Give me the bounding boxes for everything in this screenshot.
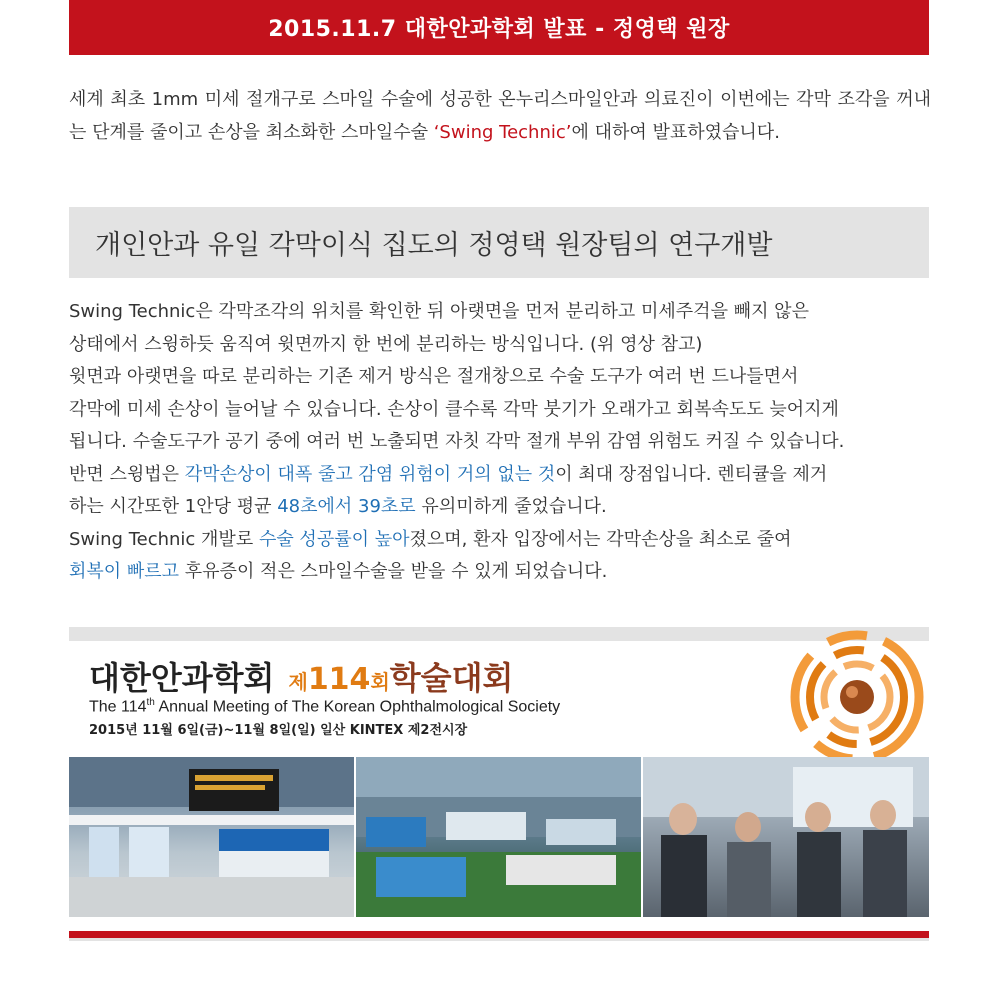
body-highlight: 48초에서 39초로 [277, 496, 416, 517]
conference-session-number [288, 662, 389, 697]
conference-logo-icon [787, 621, 927, 761]
section-heading-bar [69, 207, 929, 278]
body-text: 이 최대 장점입니다. 렌티큘을 제거 [555, 463, 828, 485]
body-line [69, 524, 931, 557]
en-title-sup: th [146, 697, 155, 708]
body-line: 각막에 미세 손상이 늘어날 수 있습니다. 손상이 클수록 각막 붓기가 오래가고 회복속도도 늦어지게 [69, 398, 839, 420]
page-header-bar [69, 0, 929, 55]
body-line: 윗면과 아랫면을 따로 분리하는 기존 제거 방식은 절개창으로 수술 도구가 여러 번 드나들면서 [69, 366, 799, 387]
conference-title [89, 653, 513, 699]
session-suffix: 회 [370, 670, 390, 694]
body-line: 상태에서 스윙하듯 움직여 윗면까지 한 번에 분리하는 방식입니다. (위 영상 참고) [69, 333, 703, 355]
body-text: 후유증이 적은 스마일수술을 받을 수 있게 되었습니다. [179, 561, 608, 582]
body-line: Swing Technic은 각막조각의 위치를 확인한 뒤 아랫면을 먼저 분리하고 미세주걱을 빼지 않은 [69, 301, 809, 322]
photo-exhibition-entrance [69, 757, 354, 917]
conference-date: 2015년 11월 6일(금)~11월 8일(일) 일산 KINTEX 제2전시장 [89, 723, 468, 738]
intro-paragraph [69, 84, 931, 149]
intro-text-1: 세계 최초 1mm 미세 절개구로 스마일 수술에 성공한 온누리스마일안과 의료진이 이번에는 각막 조각을 꺼내는 단계를 줄이고 손상을 최소화한 스마일수술 [69, 89, 931, 143]
body-line [69, 459, 931, 492]
intro-highlight: ‘Swing Technic’ [433, 121, 572, 143]
intro-text-2: 에 대하여 발표하였습니다. [571, 121, 780, 143]
conference-title-ko-2: 학술대회 [389, 659, 514, 697]
body-line: 됩니다. 수술도구가 공기 중에 여러 번 노출되면 자칫 각막 절개 부위 감염 위험도 커질 수 있습니다. [69, 431, 845, 452]
banner-bottom-rule-grey [69, 938, 929, 941]
en-title-pre: The 114 [89, 698, 147, 716]
body-highlight: 각막손상이 대폭 줄고 감염 위험이 거의 없는 것 [184, 463, 556, 485]
body-paragraph [69, 296, 931, 589]
body-highlight: 회복이 빠르고 [69, 561, 180, 582]
conference-banner [69, 627, 929, 943]
en-title-post: Annual Meeting of The Korean Ophthalmological Society [154, 698, 561, 716]
body-text: 하는 시간또한 1안당 평균 [69, 496, 278, 517]
body-line [69, 491, 931, 524]
header-title: 2015.11.7 대한안과학회 발표 - 정영택 원장 [268, 17, 730, 42]
section-title: 개인안과 유일 각막이식 집도의 정영택 원장팀의 연구개발 [95, 230, 773, 261]
photo-booth-visitors [643, 757, 929, 917]
session-prefix: 제 [288, 670, 308, 694]
body-text: Swing Technic 개발로 [69, 528, 259, 550]
banner-bottom-rule [69, 931, 929, 938]
body-text: 졌으며, 환자 입장에서는 각막손상을 최소로 줄여 [409, 528, 792, 550]
conference-title-ko: 대한안과학회 [89, 659, 275, 697]
body-line [69, 556, 931, 589]
photo-exhibition-hall [356, 757, 641, 917]
body-text: 유의미하게 줄었습니다. [415, 496, 607, 517]
body-highlight: 수술 성공률이 높아 [258, 528, 410, 550]
session-number: 114 [307, 662, 371, 697]
conference-english-title [89, 697, 560, 716]
body-text: 반면 스윙법은 [69, 463, 185, 485]
